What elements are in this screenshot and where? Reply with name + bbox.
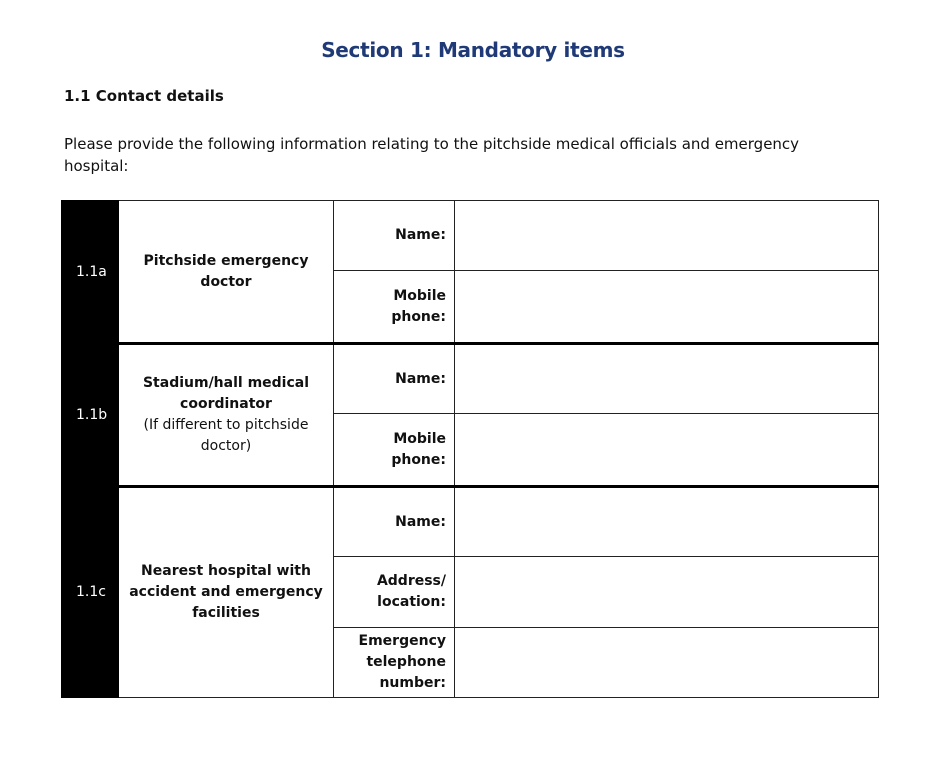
description-text: Nearest hospital with accident and emergency facilities [129,563,323,621]
row-description [119,344,334,487]
mobile-phone-field[interactable] [455,271,879,344]
field-label-mobile: Mobile phone: [334,271,455,344]
intro-text: Please provide the following information relating to the pitchside medical officials and emergency hospital: [64,135,800,175]
contact-details-table [61,200,879,698]
row-number: 1.1c [62,487,119,698]
row-description [119,487,334,698]
description-note: (If different to pitchside doctor) [143,417,309,454]
emergency-telephone-field[interactable] [455,628,879,698]
row-description [119,201,334,344]
field-label-name: Name: [334,487,455,557]
row-number: 1.1b [62,344,119,487]
field-label-address: Address/ location: [334,557,455,628]
subheading: 1.1 Contact details [64,87,224,105]
name-field[interactable] [455,344,879,414]
name-field[interactable] [455,201,879,271]
field-label-mobile: Mobile phone: [334,414,455,487]
address-field[interactable] [455,557,879,628]
description-text: Pitchside emergency doctor [143,252,309,290]
name-field[interactable] [455,487,879,557]
section-title: Section 1: Mandatory items [321,38,625,62]
mobile-phone-field[interactable] [455,414,879,487]
row-number: 1.1a [62,201,119,344]
field-label-emergency-phone: Emergency telephone number: [334,628,455,698]
field-label-name: Name: [334,201,455,271]
description-text: Stadium/hall medical coordinator [142,375,310,412]
field-label-name: Name: [334,344,455,414]
